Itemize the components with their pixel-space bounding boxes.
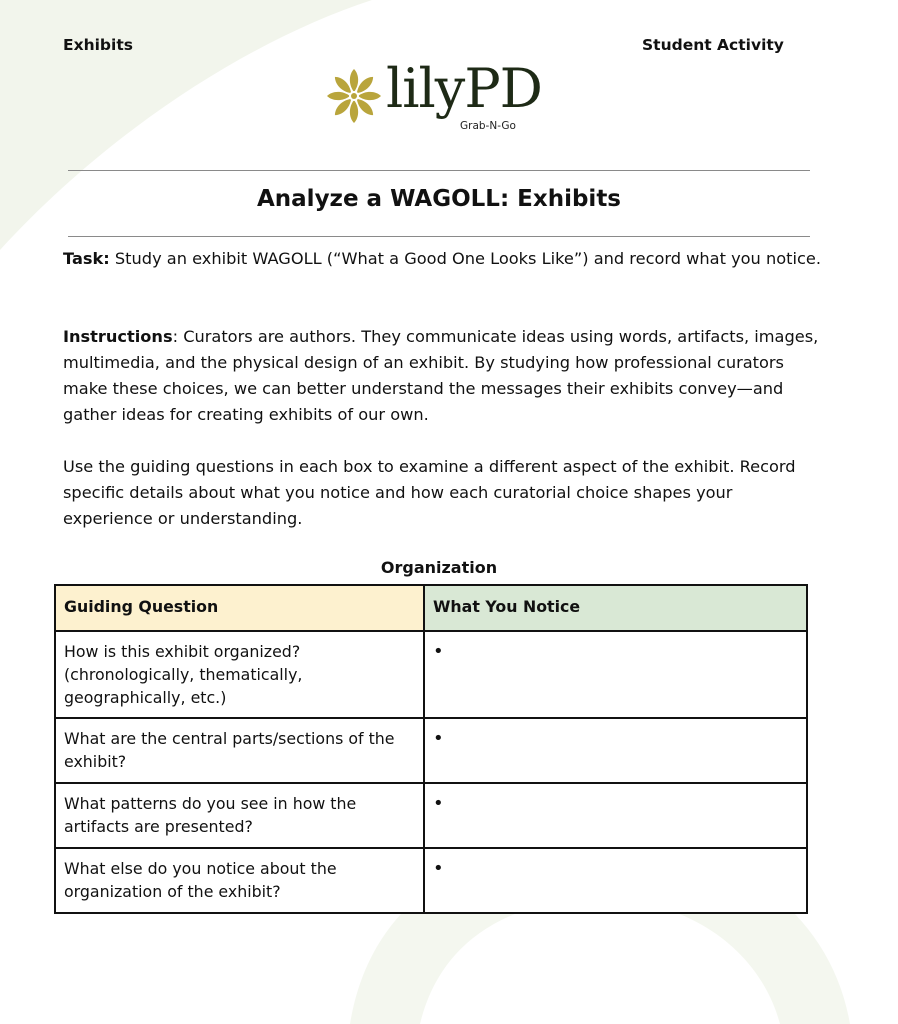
instructions-label: Instructions [63, 327, 173, 346]
lilypd-logo [326, 57, 566, 138]
header-section-label: Exhibits [63, 36, 133, 54]
table-row [55, 718, 807, 783]
page-title: Analyze a WAGOLL: Exhibits [256, 186, 621, 212]
task-text: Study an exhibit WAGOLL (“What a Good One Looks Like”) and record what you notice. [109, 249, 821, 268]
table-header-row [55, 585, 807, 631]
title-rule-top [68, 170, 810, 171]
title-rule-bottom [68, 236, 810, 237]
task-label: Task: [63, 249, 110, 268]
organization-table [54, 584, 808, 914]
notice-cell[interactable] [424, 631, 807, 718]
instructions-paragraph [63, 324, 823, 428]
what-you-notice-header: What You Notice [424, 585, 807, 631]
guiding-question-cell: What else do you notice about the organization of the exhibit? [55, 848, 424, 913]
guiding-question-cell: What are the central parts/sections of the exhibit? [55, 718, 424, 783]
notice-cell[interactable] [424, 783, 807, 848]
logo-tagline: Grab-N-Go [460, 120, 516, 132]
logo-wordmark: lilyPD [386, 57, 542, 120]
bullet-point: • [433, 858, 444, 879]
guidance-paragraph: Use the guiding questions in each box to examine a different aspect of the exhibit. Record specific details about what you notice and how each curatorial choice shapes your experience or understanding. [63, 457, 796, 528]
table-row [55, 848, 807, 913]
table-row [55, 783, 807, 848]
notice-cell[interactable] [424, 718, 807, 783]
task-paragraph [63, 246, 823, 272]
header-activity-label: Student Activity [642, 36, 784, 54]
instructions-text: : Curators are authors. They communicate ideas using words, artifacts, images, multimedia, and the physical design of an exhibit. By studying how professional curators make these choices, we can better understand the messages their exhibits convey—and gather ideas for creating exhibits of our own. [63, 327, 819, 424]
bullet-point: • [433, 641, 444, 662]
table-row [55, 631, 807, 718]
table-caption: Organization [380, 558, 498, 577]
guiding-question-header: Guiding Question [55, 585, 424, 631]
guiding-question-cell: How is this exhibit organized? (chronologically, thematically, geographically, etc.) [55, 631, 424, 718]
lily-flower-icon [326, 68, 382, 124]
bullet-point: • [433, 793, 444, 814]
notice-cell[interactable] [424, 848, 807, 913]
bullet-point: • [433, 728, 444, 749]
guiding-question-cell: What patterns do you see in how the artifacts are presented? [55, 783, 424, 848]
